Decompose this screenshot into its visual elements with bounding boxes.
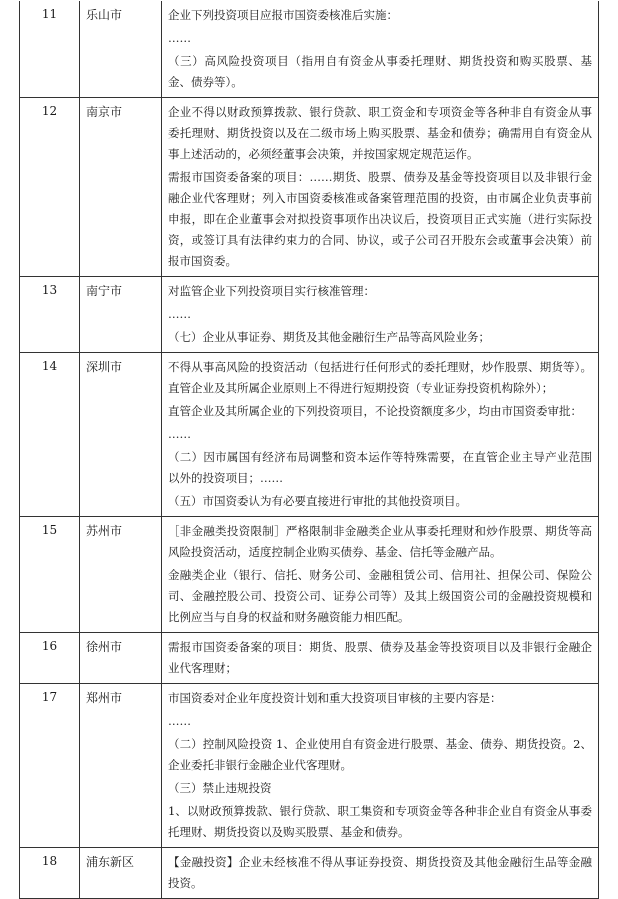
- regulation-text: [162, 848, 599, 899]
- regulation-paragraph: ……: [168, 307, 191, 321]
- regulation-paragraph: 需报市国资委备案的项目：期货、股票、债券及基金等投资项目以及非银行金融企业代客理财；: [168, 640, 592, 675]
- city-name: 深圳市: [80, 353, 162, 517]
- regulation-paragraph: 企业不得以财政预算拨款、银行贷款、职工资金和专项资金等各种非自有资金从事委托理财、期货投资以及在二级市场上购买股票、基金和债券；确需用自有资金从事上述活动的，必须经董事会决策，并按国家规定规范运作。: [168, 105, 592, 161]
- city-name: 徐州市: [80, 633, 162, 684]
- regulation-paragraph: 直管企业及其所属企业的下列投资项目，不论投资额度多少，均由市国资委审批：: [168, 404, 582, 418]
- regulation-paragraph: 1、以财政预算拨款、银行贷款、职工集资和专项资金等各种非企业自有资金从事委托理财、期货投资以及购买股票、基金和债券。: [168, 804, 592, 839]
- regulation-paragraph: （七）企业从事证券、期货及其他金融衍生产品等高风险业务；: [168, 330, 490, 344]
- table-row: [20, 98, 599, 277]
- table-row: [20, 848, 599, 899]
- regulation-text: [162, 1, 599, 98]
- regulation-text: [162, 684, 599, 848]
- regulation-paragraph: 【金融投资】企业未经核准不得从事证券投资、期货投资及其他金融衍生品等金融投资。: [168, 855, 592, 890]
- row-number: 14: [20, 353, 80, 517]
- city-name: 郑州市: [80, 684, 162, 848]
- row-number: 17: [20, 684, 80, 848]
- row-number: 11: [20, 1, 80, 98]
- row-number: 12: [20, 98, 80, 277]
- regulation-paragraph: 需报市国资委备案的项目：……期货、股票、债券及基金等投资项目以及非银行金融企业代客理财；列入市国资委核准或备案管理范围的投资，由市属企业负责事前申报，即在企业董事会对拟投资事项作出决议后，投资项目正式实施（进行实际投资，或签订具有法律约束力的合同、协议，或子公司召开股东会或董事会决策）前报市国资委。: [168, 170, 592, 268]
- row-number: 18: [20, 848, 80, 899]
- regulation-paragraph: 企业下列投资项目应报市国资委核准后实施：: [168, 8, 398, 22]
- regulation-paragraph: ……: [168, 31, 191, 45]
- regulation-paragraph: （三）高风险投资项目（指用自有资金从事委托理财、期货投资和购买股票、基金、债券等）。: [168, 54, 592, 89]
- table-row: [20, 517, 599, 633]
- regulation-paragraph: 金融类企业（银行、信托、财务公司、金融租赁公司、信用社、担保公司、保险公司、金融控股公司、投资公司、证券公司等）及其上级国资公司的金融投资规模和比例应当与自身的权益和财务融资能力相匹配。: [168, 568, 592, 624]
- regulation-text: [162, 633, 599, 684]
- table-body: [20, 1, 599, 899]
- regulation-paragraph: （三）禁止违规投资: [168, 781, 272, 795]
- regulation-text: [162, 517, 599, 633]
- row-number: 15: [20, 517, 80, 633]
- regulation-paragraph: ……: [168, 427, 191, 441]
- regulation-text: [162, 277, 599, 353]
- regulation-text: [162, 98, 599, 277]
- regulation-paragraph: ……: [168, 714, 191, 728]
- table-row: [20, 353, 599, 517]
- regulation-paragraph: 不得从事高风险的投资活动（包括进行任何形式的委托理财，炒作股票、期货等）。直管企业及其所属企业原则上不得进行短期投资（专业证券投资机构除外）；: [168, 360, 592, 395]
- table-row: [20, 684, 599, 848]
- table-row: [20, 633, 599, 684]
- regulation-paragraph: （五）市国资委认为有必要直接进行审批的其他投资项目。: [168, 494, 467, 508]
- city-name: 南京市: [80, 98, 162, 277]
- regulation-paragraph: （二）因市属国有经济布局调整和资本运作等特殊需要，在直管企业主导产业范围以外的投资项目；……: [168, 450, 592, 485]
- city-name: 乐山市: [80, 1, 162, 98]
- regulation-paragraph: 市国资委对企业年度投资计划和重大投资项目审核的主要内容是：: [168, 691, 502, 705]
- regulation-paragraph: ［非金融类投资限制］严格限制非金融类企业从事委托理财和炒作股票、期货等高风险投资活动，适度控制企业购买债券、基金、信托等金融产品。: [168, 524, 592, 559]
- regulation-table: [19, 1, 599, 899]
- regulation-text: [162, 353, 599, 517]
- city-name: 南宁市: [80, 277, 162, 353]
- row-number: 16: [20, 633, 80, 684]
- city-name: 苏州市: [80, 517, 162, 633]
- table-row: [20, 1, 599, 98]
- city-name: 浦东新区: [80, 848, 162, 899]
- regulation-paragraph: 对监管企业下列投资项目实行核准管理：: [168, 284, 375, 298]
- regulation-paragraph: （二）控制风险投资 1、企业使用自有资金进行股票、基金、债券、期货投资。2、企业委托非银行金融企业代客理财。: [168, 737, 592, 772]
- row-number: 13: [20, 277, 80, 353]
- table-row: [20, 277, 599, 353]
